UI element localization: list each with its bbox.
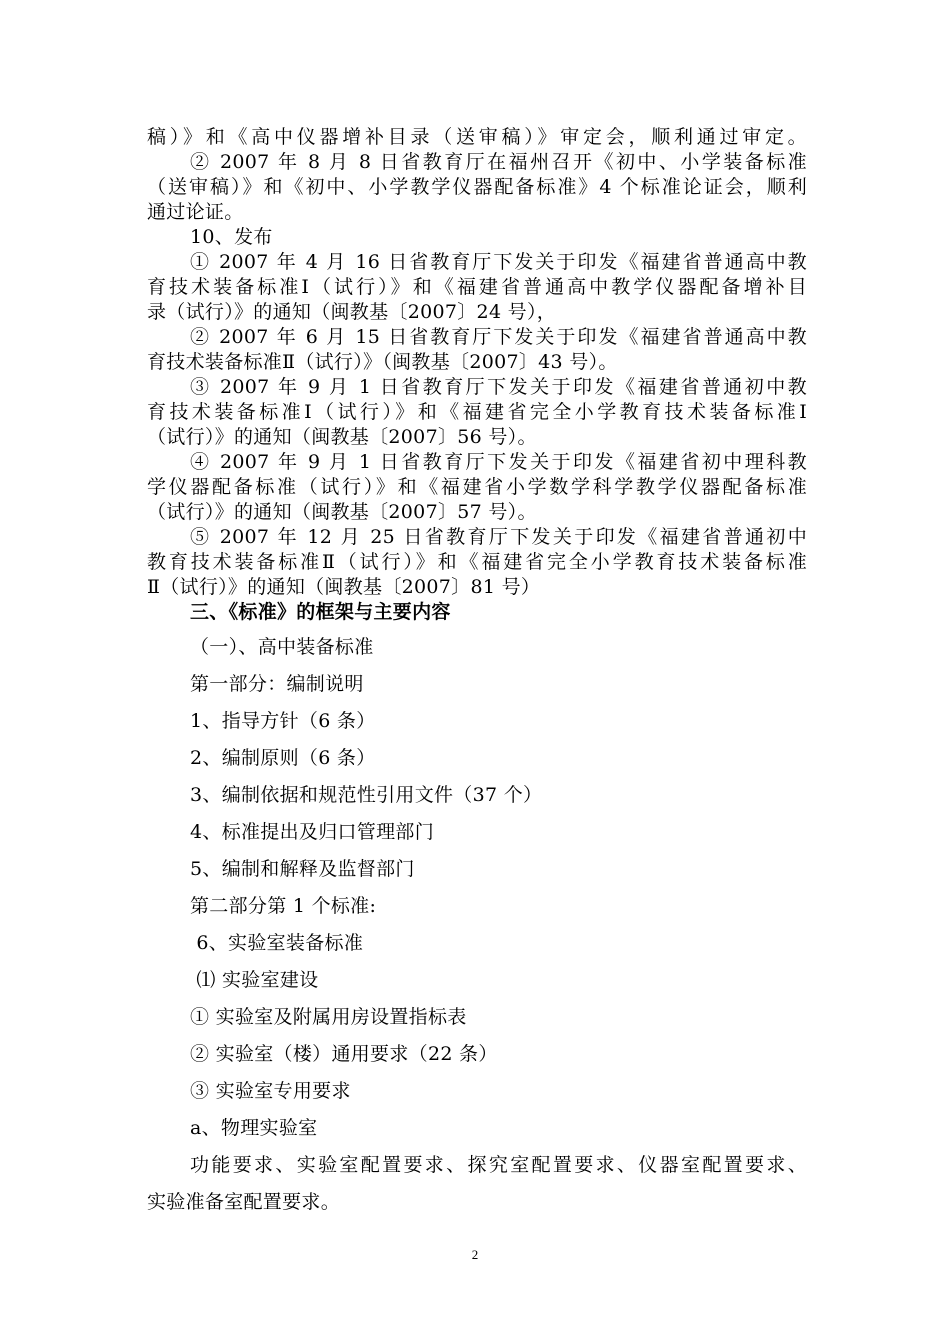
list-item: 5、编制和解释及监督部门 xyxy=(190,858,415,880)
paragraph-line: 稿）》和《高中仪器增补目录（送审稿）》审定会，顺利通过审定。 xyxy=(147,126,807,148)
paragraph-line: 通过论证。 xyxy=(147,201,244,223)
list-item: ③ 实验室专用要求 xyxy=(190,1080,351,1102)
list-item: ① 实验室及附属用房设置指标表 xyxy=(190,1006,467,1028)
list-item: 第一部分：编制说明 xyxy=(190,673,364,695)
paragraph-line: Ⅱ（试行）》的通知（闽教基〔2007〕81 号） xyxy=(147,576,541,598)
list-item: 第二部分第 1 个标准: xyxy=(190,895,377,917)
paragraph-line: ⑤ 2007 年 12 月 25 日省教育厅下发关于印发《福建省普通初中 xyxy=(190,526,807,548)
paragraph-line: 录（试行）》的通知（闽教基〔2007〕24 号）， xyxy=(147,301,557,323)
page-number: 2 xyxy=(471,1247,479,1262)
list-item: 2、编制原则（6 条） xyxy=(190,747,376,769)
paragraph-line: ② 2007 年 6 月 15 日省教育厅下发关于印发《福建省普通高中教 xyxy=(190,326,807,348)
list-item: 6、实验室装备标准 xyxy=(190,932,364,954)
paragraph-line: （送审稿）》和《初中、小学教学仪器配备标准》4 个标准论证会，顺利 xyxy=(147,176,807,198)
list-item: a、物理实验室 xyxy=(190,1117,318,1139)
subsection-heading: （一）、高中装备标准 xyxy=(190,636,374,658)
list-item: 1、指导方针（6 条） xyxy=(190,710,376,732)
paragraph-line: ④ 2007 年 9 月 1 日省教育厅下发关于印发《福建省初中理科教 xyxy=(190,451,807,473)
paragraph-line: ① 2007 年 4 月 16 日省教育厅下发关于印发《福建省普通高中教 xyxy=(190,251,807,273)
paragraph-line: 育技术装备标准Ⅰ（试行）》和《福建省普通高中教学仪器配备增补目 xyxy=(147,276,807,298)
paragraph-line: （试行）》的通知（闽教基〔2007〕57 号）。 xyxy=(147,501,537,523)
list-item: ② 实验室（楼）通用要求（22 条） xyxy=(190,1043,498,1065)
section-heading: 三、《标准》的框架与主要内容 xyxy=(190,601,451,623)
paragraph-line: ③ 2007 年 9 月 1 日省教育厅下发关于印发《福建省普通初中教 xyxy=(190,376,807,398)
paragraph-line: 教育技术装备标准Ⅱ（试行）》和《福建省完全小学教育技术装备标准 xyxy=(147,551,807,573)
paragraph-line: ② 2007 年 8 月 8 日省教育厅在福州召开《初中、小学装备标准 xyxy=(190,151,807,173)
list-item: 3、编制依据和规范性引用文件（37 个） xyxy=(190,784,543,806)
paragraph-line: 育技术装备标准Ⅰ（试行）》和《福建省完全小学教育技术装备标准Ⅰ xyxy=(147,401,807,423)
section-heading: 10、发布 xyxy=(190,226,273,248)
list-item: 4、标准提出及归口管理部门 xyxy=(190,821,434,843)
paragraph-line: （试行）》的通知（闽教基〔2007〕56 号）。 xyxy=(147,426,537,448)
paragraph-line: 实验准备室配置要求。 xyxy=(147,1191,341,1213)
paragraph-line: 育技术装备标准Ⅱ（试行）》（闽教基〔2007〕43 号）。 xyxy=(147,351,618,373)
list-item: ⑴ 实验室建设 xyxy=(190,969,319,991)
paragraph-line: 学仪器配备标准（试行）》和《福建省小学数学科学教学仪器配备标准 xyxy=(147,476,807,498)
paragraph-line: 功能要求、实验室配置要求、探究室配置要求、仪器室配置要求、 xyxy=(190,1154,807,1176)
